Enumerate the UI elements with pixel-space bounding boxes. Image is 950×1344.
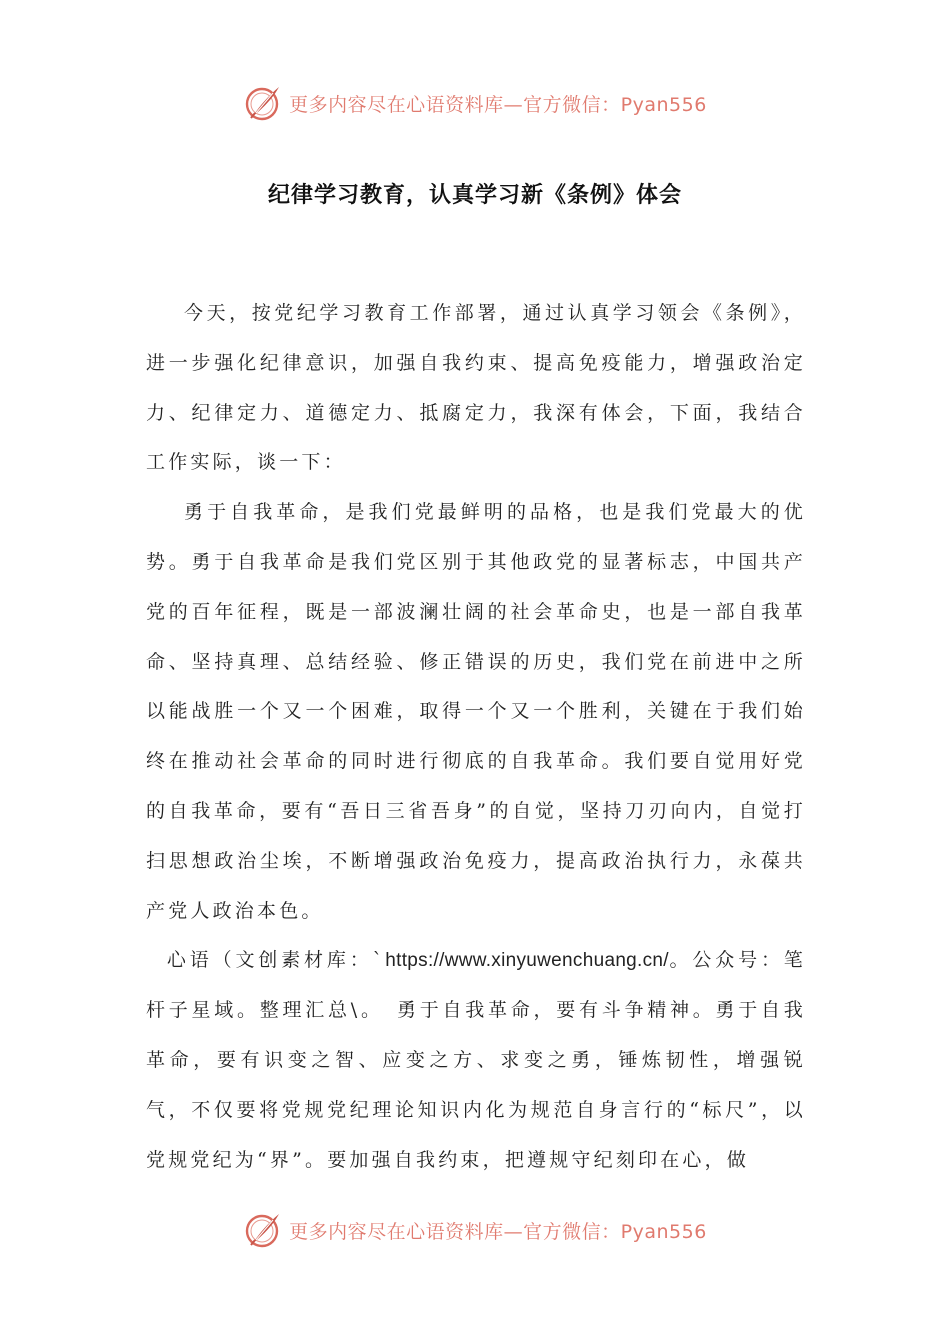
wechat-id: Pyan556: [620, 93, 707, 116]
paragraph-3-text: 。公众号：笔杆子星域。整理汇总\。 勇于自我革命，要有斗争精神。勇于自我革命，要有识变之智、应变之方、求变之勇，锤炼韧性，增强锐气，不仅要将党规党纪理论知识内化为规范自身言行的“标尺”，以党规党纪为“界”。要加强自我约束，把遵规守纪刻印在心，做: [146, 949, 806, 1171]
banner-text: [289, 90, 707, 117]
document-body: [146, 289, 806, 1185]
wechat-id: Pyan556: [620, 1220, 707, 1243]
paragraph-2: 勇于自我革命，是我们党最鲜明的品格，也是我们党最大的优势。勇于自我革命是我们党区别于其他政党的显著标志，中国共产党的百年征程，既是一部波澜壮阔的社会革命史，也是一部自我革命、坚持真理、总结经验、修正错误的历史，我们党在前进中之所以能战胜一个又一个困难，取得一个又一个胜利，关键在于我们始终在推动社会革命的同时进行彻底的自我革命。我们要自觉用好党的自我革命，要有“吾日三省吾身”的自觉，坚持刀刃向内，自觉打扫思想政治尘埃，不断增强政治免疫力，提高政治执行力，永葆共产党人政治本色。: [146, 501, 806, 922]
paragraph-1: 今天，按党纪学习教育工作部署，通过认真学习领会《条例》，进一步强化纪律意识，加强自我约束、提高免疫能力，增强政治定力、纪律定力、道德定力、抵腐定力，我深有体会，下面，我结合工作实际，谈一下：: [146, 302, 806, 474]
paragraph-3-prefix: 心语（文创素材库：`: [166, 949, 386, 972]
quill-pen-logo-icon: [243, 83, 283, 123]
document-title: 纪律学习教育，认真学习新《条例》体会: [267, 182, 682, 208]
banner-slogan: 更多内容尽在心语资料库—官方微信：: [289, 1220, 621, 1243]
banner-text: [289, 1217, 707, 1244]
website-link[interactable]: https://www.xinyuwenchuang.cn/: [385, 950, 669, 972]
banner-slogan: 更多内容尽在心语资料库—官方微信：: [289, 93, 621, 116]
paragraph-3: [146, 936, 806, 1185]
header-banner: [0, 78, 950, 128]
footer-banner: [0, 1205, 950, 1255]
quill-pen-logo-icon: [243, 1210, 283, 1250]
